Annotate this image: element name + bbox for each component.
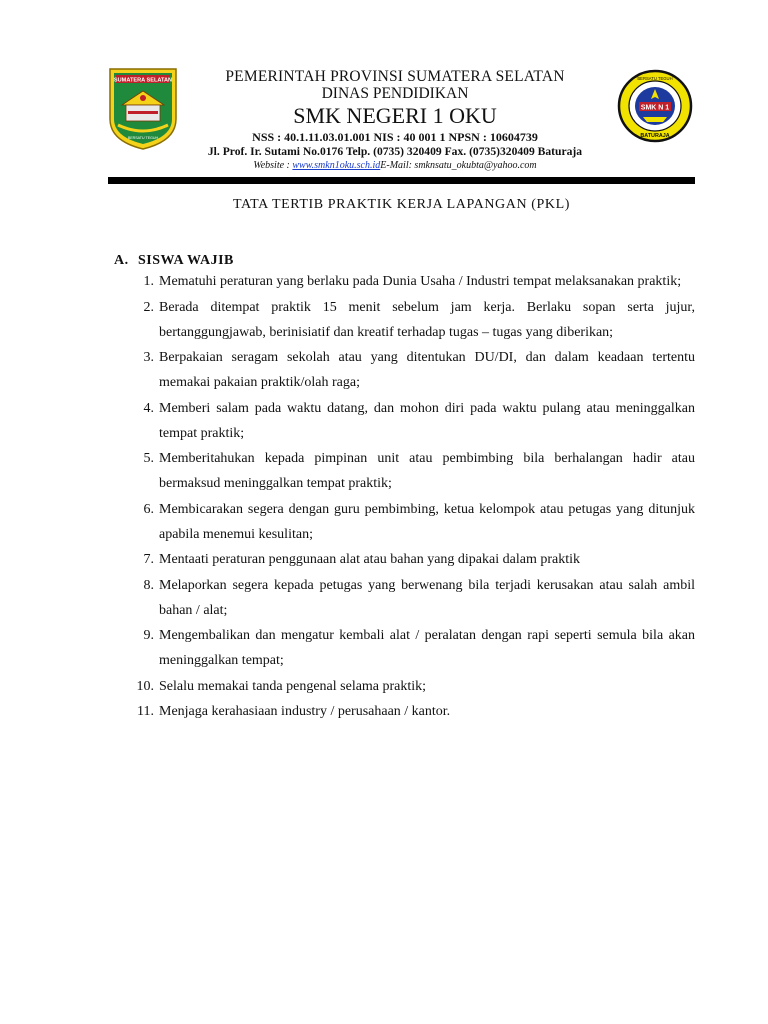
province-name: PEMERINTAH PROVINSI SUMATERA SELATAN	[225, 68, 565, 85]
rule-number: 3.	[143, 350, 154, 365]
rule-number: 5.	[143, 451, 154, 466]
section-title: SISWA WAJIB	[138, 253, 234, 268]
contact-line	[180, 159, 610, 172]
logo-right-motto: BERSATU TEGUH	[637, 76, 673, 81]
rule-number: 6.	[143, 501, 154, 517]
rule-item	[130, 396, 695, 446]
website-label: Website :	[253, 160, 293, 171]
rule-item	[130, 446, 695, 496]
rule-number: 8.	[143, 577, 154, 593]
rule-number: 4.	[143, 400, 154, 416]
email-address: smknsatu_okubta@yahoo.com	[414, 160, 537, 171]
rule-number: 10.	[136, 678, 154, 694]
rule-text: Melaporkan segera kepada petugas yang berwenang bila terjadi kerusakan atau salah ambil bahan / alat;	[159, 577, 695, 618]
rule-number: 11.	[137, 704, 154, 719]
rule-text: Menjaga kerahasiaan industry / perusahaan / kantor.	[159, 704, 451, 719]
rule-text: Mentaati peraturan penggunaan alat atau bahan yang dipakai dalam praktik	[159, 552, 580, 567]
rule-number: 9.	[143, 628, 154, 643]
rule-text: Mengembalikan dan mengatur kembali alat / peralatan dengan rapi seperti semula bila akan meninggalkan tempat;	[159, 628, 695, 668]
rules-list	[130, 269, 695, 725]
letterhead-divider	[108, 177, 695, 184]
rule-item	[130, 699, 695, 724]
logo-left-text: SUMATERA SELATAN	[113, 77, 173, 84]
email-label: E-Mail:	[380, 160, 415, 171]
letterhead	[180, 68, 610, 172]
rule-text: Memberitahukan kepada pimpinan unit atau pembimbing bila berhalangan hadir atau bermaksud meninggalkan tempat praktik;	[159, 451, 695, 491]
school-address: Jl. Prof. Ir. Sutami No.0176 Telp. (0735) 320409 Fax. (0735)320409 Baturaja	[207, 145, 583, 158]
rule-item	[130, 345, 695, 395]
rule-item	[130, 269, 695, 294]
website-link[interactable]: www.smkn1oku.sch.id	[292, 160, 381, 171]
rule-item	[130, 497, 695, 547]
rule-number: 2.	[143, 299, 154, 315]
rule-text: Selalu memakai tanda pengenal selama praktik;	[159, 678, 427, 694]
school-name: SMK NEGERI 1 OKU	[293, 103, 497, 128]
logo-right-city: BATURAJA	[640, 133, 670, 139]
section-letter: A.	[114, 253, 129, 268]
rule-item	[130, 623, 695, 673]
rule-number: 1.	[143, 274, 154, 289]
sumsel-emblem-logo	[108, 67, 178, 151]
logo-left-motto: BERSATU TEGUH	[127, 136, 159, 140]
rule-number: 7.	[143, 552, 154, 567]
department-name: DINAS PENDIDIKAN	[321, 85, 469, 102]
logo-right-text: SMK N 1	[640, 104, 670, 112]
section-heading	[114, 252, 234, 269]
rule-text: Membicarakan segera dengan guru pembimbing, ketua kelompok atau petugas yang ditunjuk apabila menemui kesulitan;	[159, 501, 695, 542]
rule-item	[130, 547, 695, 572]
rule-item	[130, 674, 695, 699]
rule-text: Berada ditempat praktik 15 menit sebelum jam kerja. Berlaku sopan serta jujur, bertanggungjawab, berinisiatif dan kreatif terhadap tugas – tugas yang diberikan;	[159, 299, 695, 340]
rule-text: Memberi salam pada waktu datang, dan mohon diri pada waktu pulang atau meninggalkan tempat praktik;	[159, 400, 695, 441]
rule-text: Berpakaian seragam sekolah atau yang ditentukan DU/DI, dan dalam keadaan tertentu memakai pakaian praktik/olah raga;	[159, 350, 695, 390]
school-logo	[617, 69, 693, 143]
school-ids: NSS : 40.1.11.03.01.001 NIS : 40 001 1 NPSN : 10604739	[252, 130, 538, 144]
rule-item	[130, 573, 695, 623]
rule-item	[130, 295, 695, 345]
document-title: TATA TERTIB PRAKTIK KERJA LAPANGAN (PKL)	[232, 197, 571, 212]
rule-text: Mematuhi peraturan yang berlaku pada Dunia Usaha / Industri tempat melaksanakan praktik;	[159, 274, 682, 289]
